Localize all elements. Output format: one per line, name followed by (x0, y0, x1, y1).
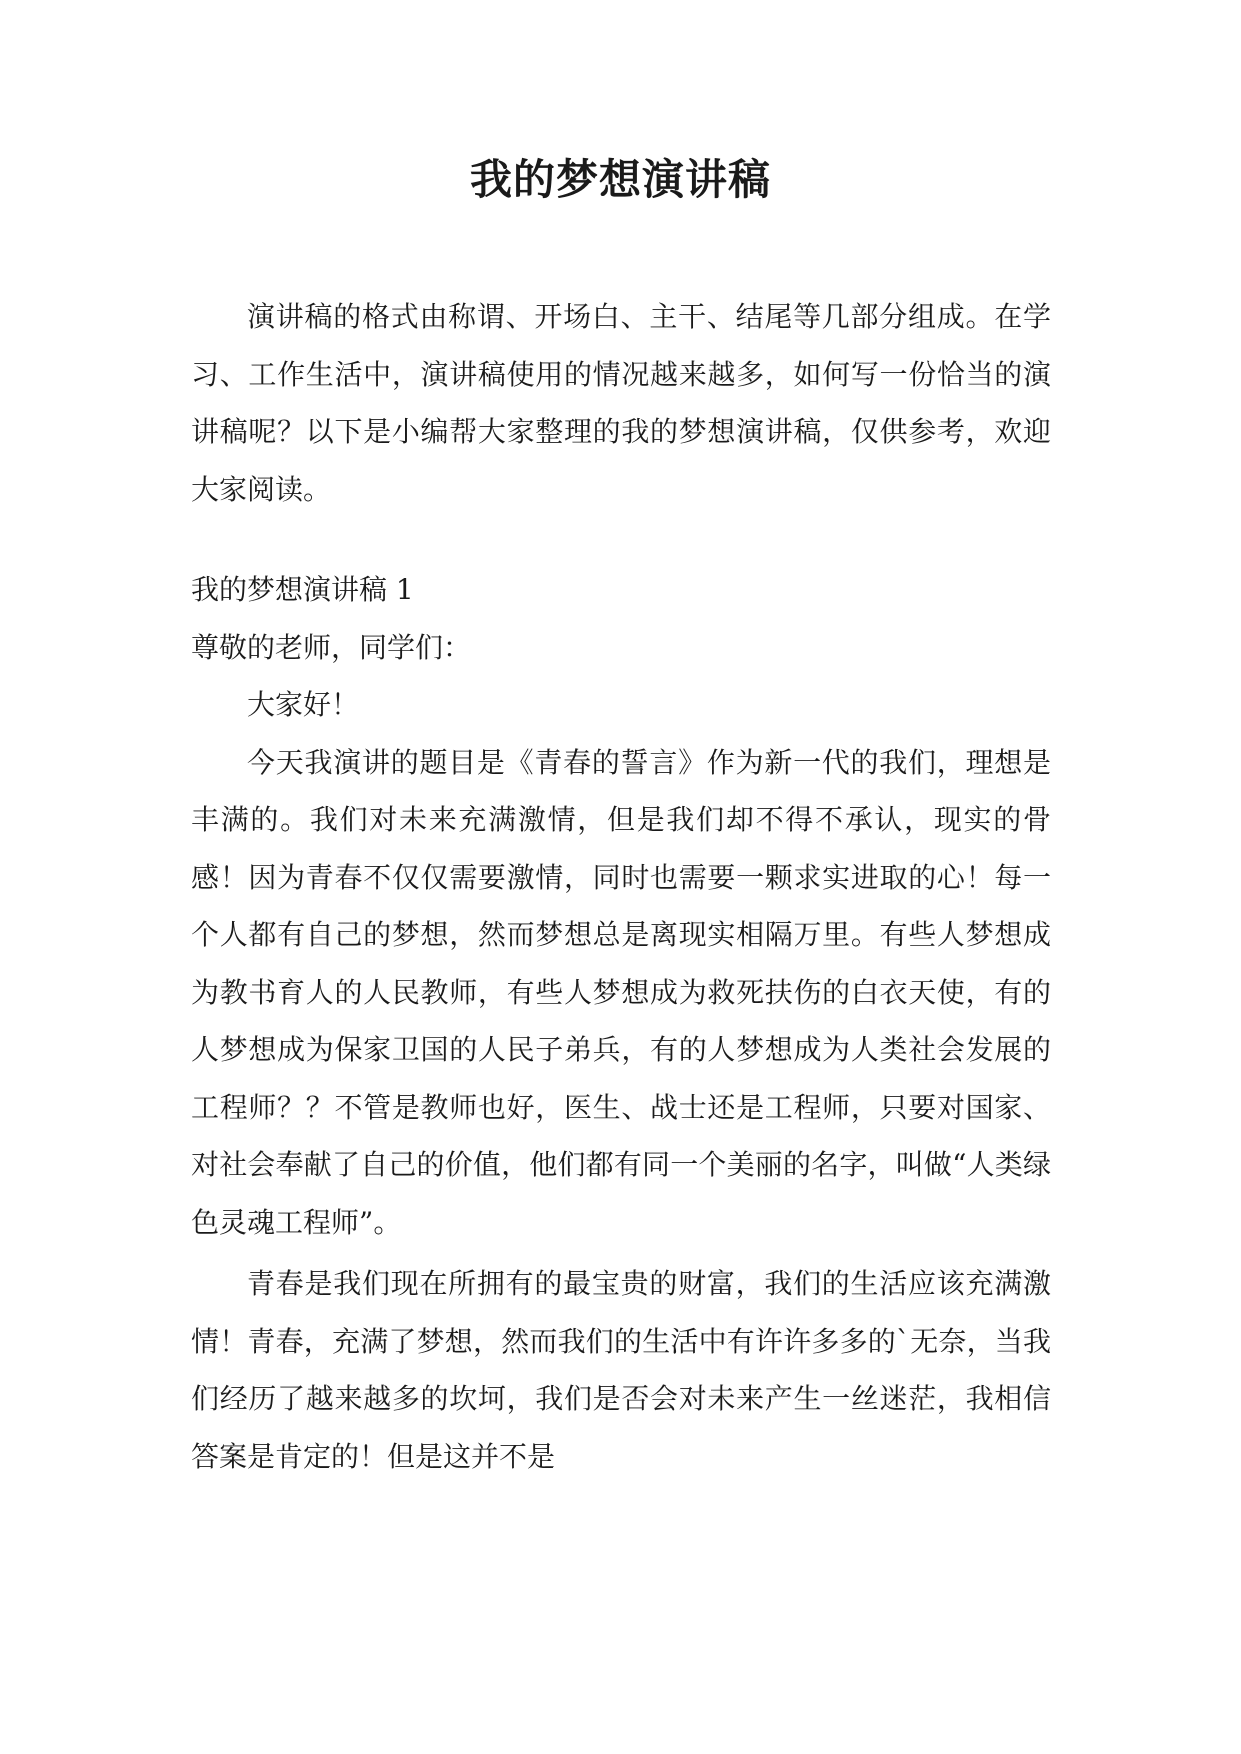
body-paragraph-2: 青春是我们现在所拥有的最宝贵的财富，我们的生活应该充满激情！青春，充满了梦想，然而我们的生活中有许许多多的`无奈，当我们经历了越来越多的坎坷，我们是否会对未来产生一丝迷茫，我相信答案是肯定的！但是这并不是 (191, 1267, 1051, 1473)
salutation: 尊敬的老师，同学们： (191, 630, 472, 664)
greeting: 大家好！ (247, 688, 360, 721)
body-paragraph-1: 今天我演讲的题目是《青春的誓言》作为新一代的我们，理想是丰满的。我们对未来充满激情，但是我们却不得不承认，现实的骨感！因为青春不仅仅需要激情，同时也需要一颗求实进取的心！每一个人都有自己的梦想，然而梦想总是离现实相隔万里。有些人梦想成为教书育人的人民教师，有些人梦想成为救死扶伤的白衣天使，有的人梦想成为保家卫国的人民子弟兵，有的人梦想成为人类社会发展的工程师？？不管是教师也好，医生、战士还是工程师，只要对国家、对社会奉献了自己的价值，他们都有同一个美丽的名字，叫做“人类绿色灵魂工程师”。 (191, 745, 1051, 1239)
section-heading: 我的梦想演讲稿 1 (191, 573, 414, 606)
document-body (191, 288, 1051, 1485)
intro-paragraph: 演讲稿的格式由称谓、开场白、主干、结尾等几部分组成。在学习、工作生活中，演讲稿使用的情况越来越多，如何写一份恰当的演讲稿呢？以下是小编帮大家整理的我的梦想演讲稿，仅供参考，欢迎大家阅读。 (191, 300, 1051, 506)
document-title: 我的梦想演讲稿 (469, 155, 771, 204)
